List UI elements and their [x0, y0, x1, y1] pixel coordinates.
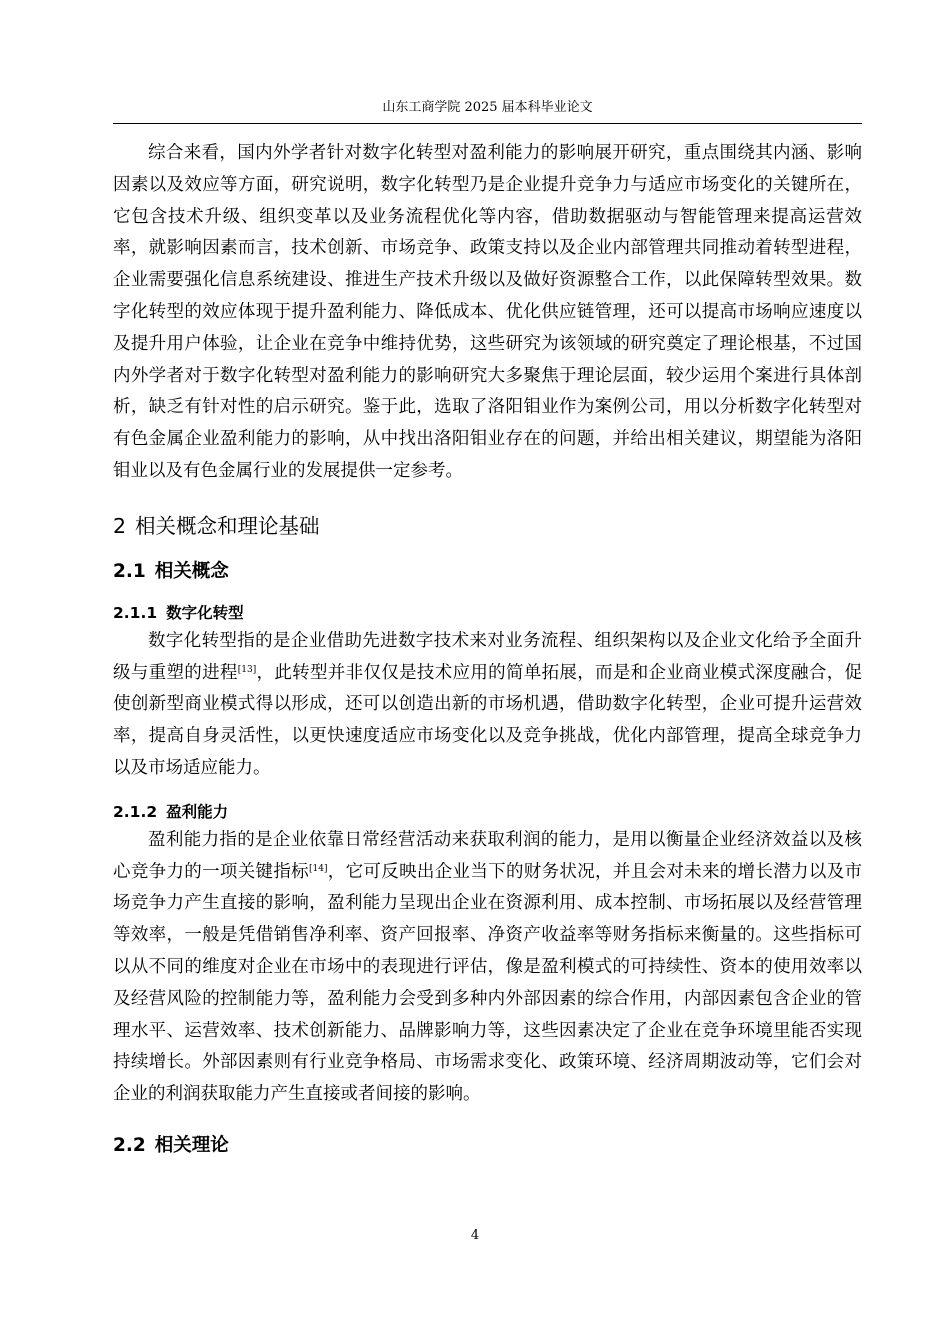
subsection-number: 2.1.1 [113, 603, 158, 622]
subsection-heading-2-1-1 [113, 601, 862, 625]
paragraph-text: 数字化转型指的是企业借助先进数字技术来对业务流程、组织架构以及企业文化给予全面升级与重塑的进程 [113, 630, 862, 683]
section-heading-2-1 [113, 558, 862, 586]
chapter-title: 相关概念和理论基础 [135, 513, 320, 538]
paragraph-text: ，此转型并非仅仅是技术应用的简单拓展，而是和企业商业模式深度融合，促使创新型商业模式得以形成，还可以创造出新的市场机遇，借助数字化转型，企业可提升运营效率，提高自身灵活性，以更快速度适应市场变化以及竞争挑战，优化内部管理，提高全球竞争力以及市场适应能力。 [113, 662, 863, 778]
page-number: 4 [470, 1228, 480, 1243]
chapter-heading [113, 511, 862, 541]
section-title: 相关理论 [154, 1134, 229, 1156]
paragraph-text: ，它可反映出企业当下的财务状况，并且会对未来的增长潜力以及市场竞争力产生直接的影响，盈利能力呈现出企业在资源利用、成本控制、市场拓展以及经营管理等效率，一般是凭借销售净利率、资产回报率、净资产收益率等财务指标来衡量的。这些指标可以从不同的维度对企业在市场中的表现进行评估，像是盈利模式的可持续性、资本的使用效率以及经营风险的控制能力等，盈利能力会受到多种内外部因素的综合作用，内部因素包含企业的管理水平、运营效率、技术创新能力、品牌影响力等，这些因素决定了企业在竞争环境里能否实现持续增长。外部因素则有行业竞争格局、市场需求变化、政策环境、经济周期波动等，它们会对企业的利润获取能力产生直接或者间接的影响。 [113, 861, 863, 1105]
citation-ref: [13] [237, 664, 257, 675]
section-title: 相关概念 [154, 560, 229, 582]
digital-transformation-paragraph [113, 626, 862, 785]
section-number: 2.2 [113, 1134, 146, 1156]
intro-paragraph: 综合来看，国内外学者针对数字化转型对盈利能力的影响展开研究，重点围绕其内涵、影响因素以及效应等方面，研究说明，数字化转型乃是企业提升竞争力与适应市场变化的关键所在，它包含技术升级、组织变革以及业务流程优化等内容，借助数据驱动与智能管理来提高运营效率，就影响因素而言，技术创新、市场竞争、政策支持以及企业内部管理共同推动着转型进程，企业需要强化信息系统建设、推进生产技术升级以及做好资源整合工作，以此保障转型效果。数字化转型的效应体现于提升盈利能力、降低成本、优化供应链管理，还可以提高市场响应速度以及提升用户体验，让企业在竞争中维持优势，这些研究为该领域的研究奠定了理论根基，不过国内外学者对于数字化转型对盈利能力的影响研究大多聚焦于理论层面，较少运用个案进行具体剖析，缺乏有针对性的启示研究。鉴于此，选取了洛阳钼业作为案例公司，用以分析数字化转型对有色金属企业盈利能力的影响，从中找出洛阳钼业存在的问题，并给出相关建议，期望能为洛阳钼业以及有色金属行业的发展提供一定参考。 [113, 143, 862, 481]
page-body [113, 138, 862, 1160]
chapter-number: 2 [113, 513, 127, 538]
section-number: 2.1 [113, 560, 146, 582]
subsection-title: 盈利能力 [166, 802, 229, 821]
subsection-heading-2-1-2 [113, 800, 862, 824]
running-header: 山东工商学院 2025 届本科毕业论文 [113, 98, 862, 124]
section-heading-2-2 [113, 1132, 862, 1160]
subsection-number: 2.1.2 [113, 802, 158, 821]
profitability-paragraph [113, 825, 862, 1111]
paragraph-text: 盈利能力指的是企业依靠日常经营活动来获取利润的能力，是用以衡量企业经济效益以及核心竞争力的一项关键指标 [113, 829, 862, 882]
citation-ref: [14] [309, 863, 328, 874]
subsection-title: 数字化转型 [166, 603, 244, 622]
